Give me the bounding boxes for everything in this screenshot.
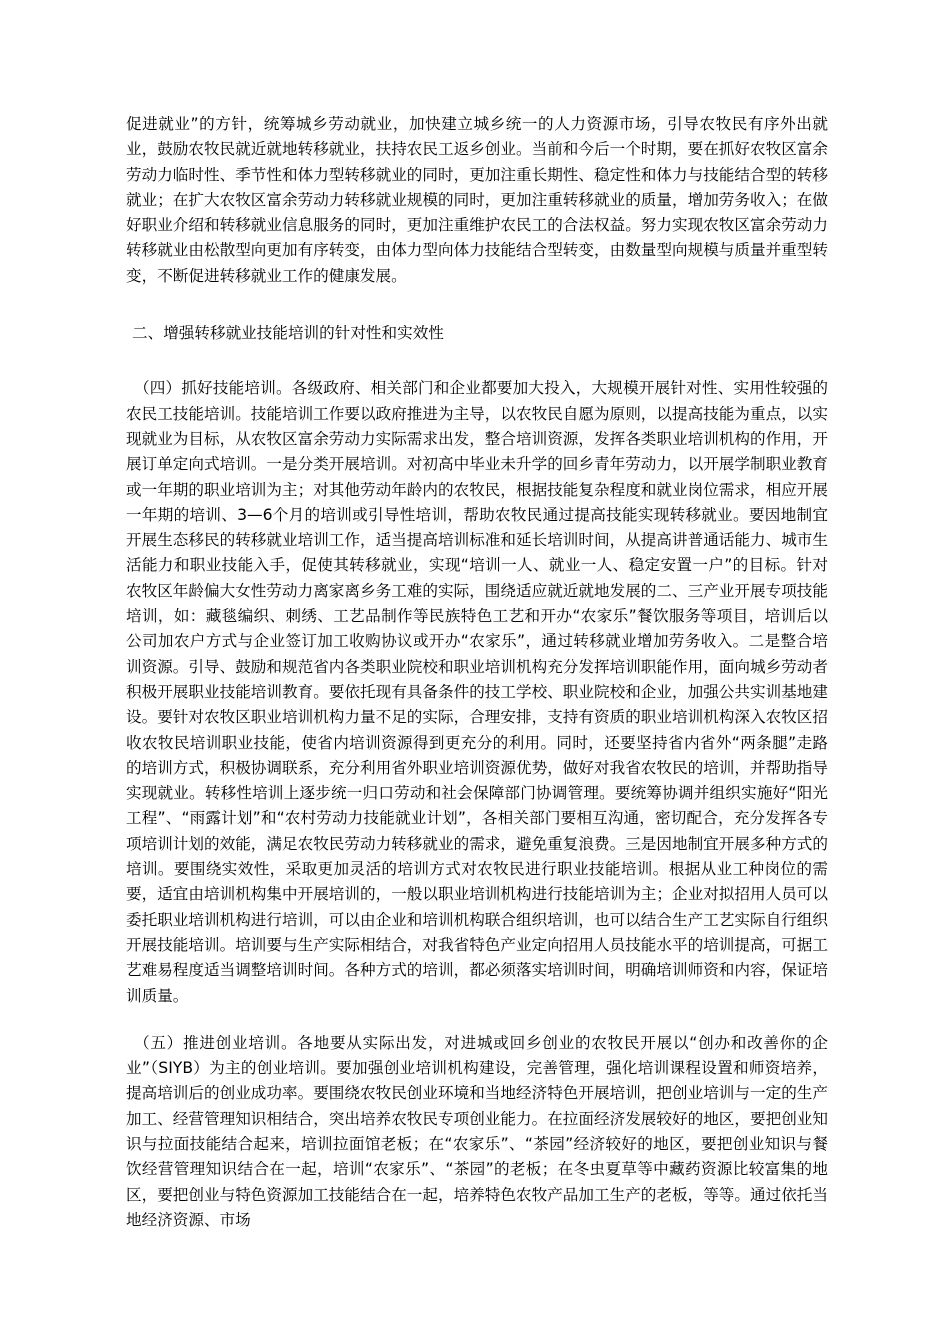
paragraph-skills-training: （四）抓好技能培训。各级政府、相关部门和企业都要加大投入，大规模开展针对性、实用性较强的农民工技能培训。技能培训工作要以政府推进为主导，以农牧民自愿为原则，以提高技能为重点，以实现就业为目标，从农牧区富余劳动力实际需求出发，整合培训资源，发挥各类职业培训机构的作用，开展订单定向式培训。一是分类开展培训。对初高中毕业未升学的回乡青年劳动力，以开展学制职业教育或一年期的职业培训为主；对其他劳动年龄内的农牧民，根据技能复杂程度和就业岗位需求，相应开展一年期的培训、3—6个月的培训或引导性培训，帮助农牧民通过提高技能实现转移就业。要因地制宜开展生态移民的转移就业培训工作，适当提高培训标准和延长培训时间，从提高讲普通话能力、城市生活能力和职业技能入手，促使其转移就业，实现“培训一人、就业一人、稳定安置一户”的目标。针对农牧区年龄偏大女性劳动力离家离乡务工难的实际，围绕适应就近就地发展的二、三产业开展专项技能培训，如：藏毯编织、刺绣、工艺品制作等民族特色工艺和开办“农家乐”餐饮服务等项目，培训后以公司加农户方式与企业签订加工收购协议或开办“农家乐”，通过转移就业增加劳务收入。二是整合培训资源。引导、鼓励和规范省内各类职业院校和职业培训机构充分发挥培训职能作用，面向城乡劳动者积极开展职业技能培训教育。要依托现有具备条件的技工学校、职业院校和企业，加强公共实训基地建设。要针对农牧区职业培训机构力量不足的实际，合理安排，支持有资质的职业培训机构深入农牧区招收农牧民培训职业技能，使省内培训资源得到更充分的利用。同时，还要坚持省内省外“两条腿”走路的培训方式，积极协调联系，充分利用省外职业培训资源优势，做好对我省农牧民的培训，并帮助指导实现就业。转移性培训上逐步统一归口劳动和社会保障部门协调管理。要统筹协调并组织实施好“阳光工程”、“雨露计划”和“农村劳动力技能就业计划”，各相关部门要相互沟通，密切配合，充分发挥各专项培训计划的效能，满足农牧民劳动力转移就业的需求，避免重复浪费。三是因地制宜开展多种方式的培训。要围绕实效性，采取更加灵活的培训方式对农牧民进行职业技能培训。根据从业工种岗位的需要，适宜由培训机构集中开展培训的，一般以职业培训机构进行技能培训为主；企业对拟招用人员可以委托职业培训机构进行培训，可以由企业和培训机构联合组织培训，也可以结合生产工艺实际自行组织开展技能培训。培训要与生产实际相结合，对我省特色产业定向招用人员技能水平的培训提高，可据工艺难易程度适当调整培训时间。各种方式的培训，都必须落实培训时间，明确培训师资和内容，保证培训质量。 bbox=[126, 379, 828, 1005]
spacer bbox=[126, 346, 828, 376]
spacer bbox=[126, 1009, 828, 1031]
document-page bbox=[126, 112, 828, 1233]
section-heading: 二、增强转移就业技能培训的针对性和实效性 bbox=[132, 324, 444, 343]
paragraph-employment-policy: 促进就业”的方针，统筹城乡劳动就业，加快建立城乡统一的人力资源市场，引导农牧民有序外出就业，鼓励农牧民就近就地转移就业，扶持农民工返乡创业。当前和今后一个时期，要在抓好农牧区富余劳动力临时性、季节性和体力型转移就业的同时，更加注重长期性、稳定性和体力与技能结合型的转移就业；在扩大农牧区富余劳动力转移就业规模的同时，更加注重转移就业的质量，增加劳务收入；在做好职业介绍和转移就业信息服务的同时，更加注重维护农民工的合法权益。努力实现农牧区富余劳动力转移就业由松散型向更加有序转变，由体力型向体力技能结合型转变，由数量型向规模与质量并重型转变，不断促进转移就业工作的健康发展。 bbox=[126, 115, 828, 285]
spacer bbox=[126, 289, 828, 321]
paragraph-entrepreneurship-training: （五）推进创业培训。各地要从实际出发，对进城或回乡创业的农牧民开展以“创办和改善你的企业”（SIYB）为主的创业培训。要加强创业培训机构建设，完善管理，强化培训课程设置和师资培养，提高培训后的创业成功率。要围绕农牧民创业环境和当地经济特色开展培训，把创业培训与一定的生产加工、经营管理知识相结合，突出培养农牧民专项创业能力。在拉面经济发展较好的地区，要把创业知识与拉面技能结合起来，培训拉面馆老板；在“农家乐”、“茶园”经济较好的地区，要把创业知识与餐饮经营管理知识结合在一起，培训“农家乐”、“茶园”的老板；在冬虫夏草等中藏药资源比较富集的地区，要把创业与特色资源加工技能结合在一起，培养特色农牧产品加工生产的老板，等等。通过依托当地经济资源、市场 bbox=[126, 1033, 828, 1229]
